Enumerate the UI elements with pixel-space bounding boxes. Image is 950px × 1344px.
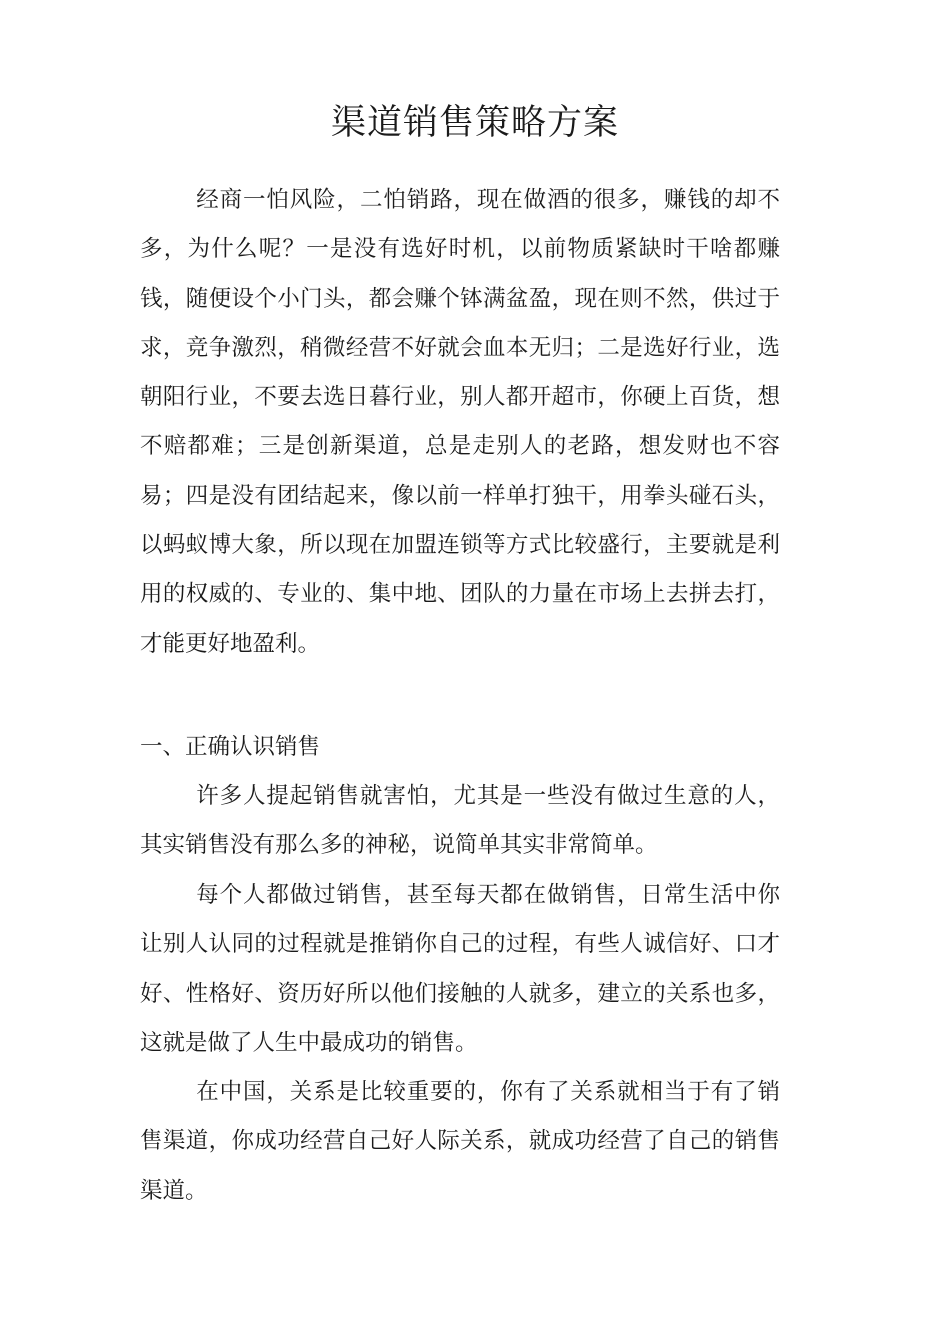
section-paragraph: 每个人都做过销售，甚至每天都在做销售，日常生活中你让别人认同的过程就是推销你自己的过程，有些人诚信好、口才好、性格好、资历好所以他们接触的人就多，建立的关系也多，这就是做了人生中最成功的销售。 (140, 882, 780, 1056)
section-heading: 一、正确认识销售 (140, 734, 321, 760)
intro-paragraph: 经商一怕风险，二怕销路，现在做酒的很多，赚钱的却不多，为什么呢？一是没有选好时机，以前物质紧缺时干啥都赚钱，随便设个小门头，都会赚个钵满盆盈，现在则不然，供过于求，竞争激烈，稍微经营不好就会血本无归；二是选好行业，选朝阳行业，不要去选日暮行业，别人都开超市，你硬上百货，想不赔都难；三是创新渠道，总是走别人的老路，想发财也不容易；四是没有团结起来，像以前一样单打独干，用拳头碰石头，以蚂蚁博大象，所以现在加盟连锁等方式比较盛行，主要就是利用的权威的、专业的、集中地、团队的力量在市场上去拼去打，才能更好地盈利。 (140, 187, 780, 657)
document-title: 渠道销售策略方案 (330, 103, 619, 143)
section-paragraph: 在中国，关系是比较重要的，你有了关系就相当于有了销售渠道，你成功经营自己好人际关系，就成功经营了自己的销售渠道。 (140, 1079, 780, 1204)
section-paragraph: 许多人提起销售就害怕，尤其是一些没有做过生意的人，其实销售没有那么多的神秘，说简单其实非常简单。 (140, 783, 780, 859)
